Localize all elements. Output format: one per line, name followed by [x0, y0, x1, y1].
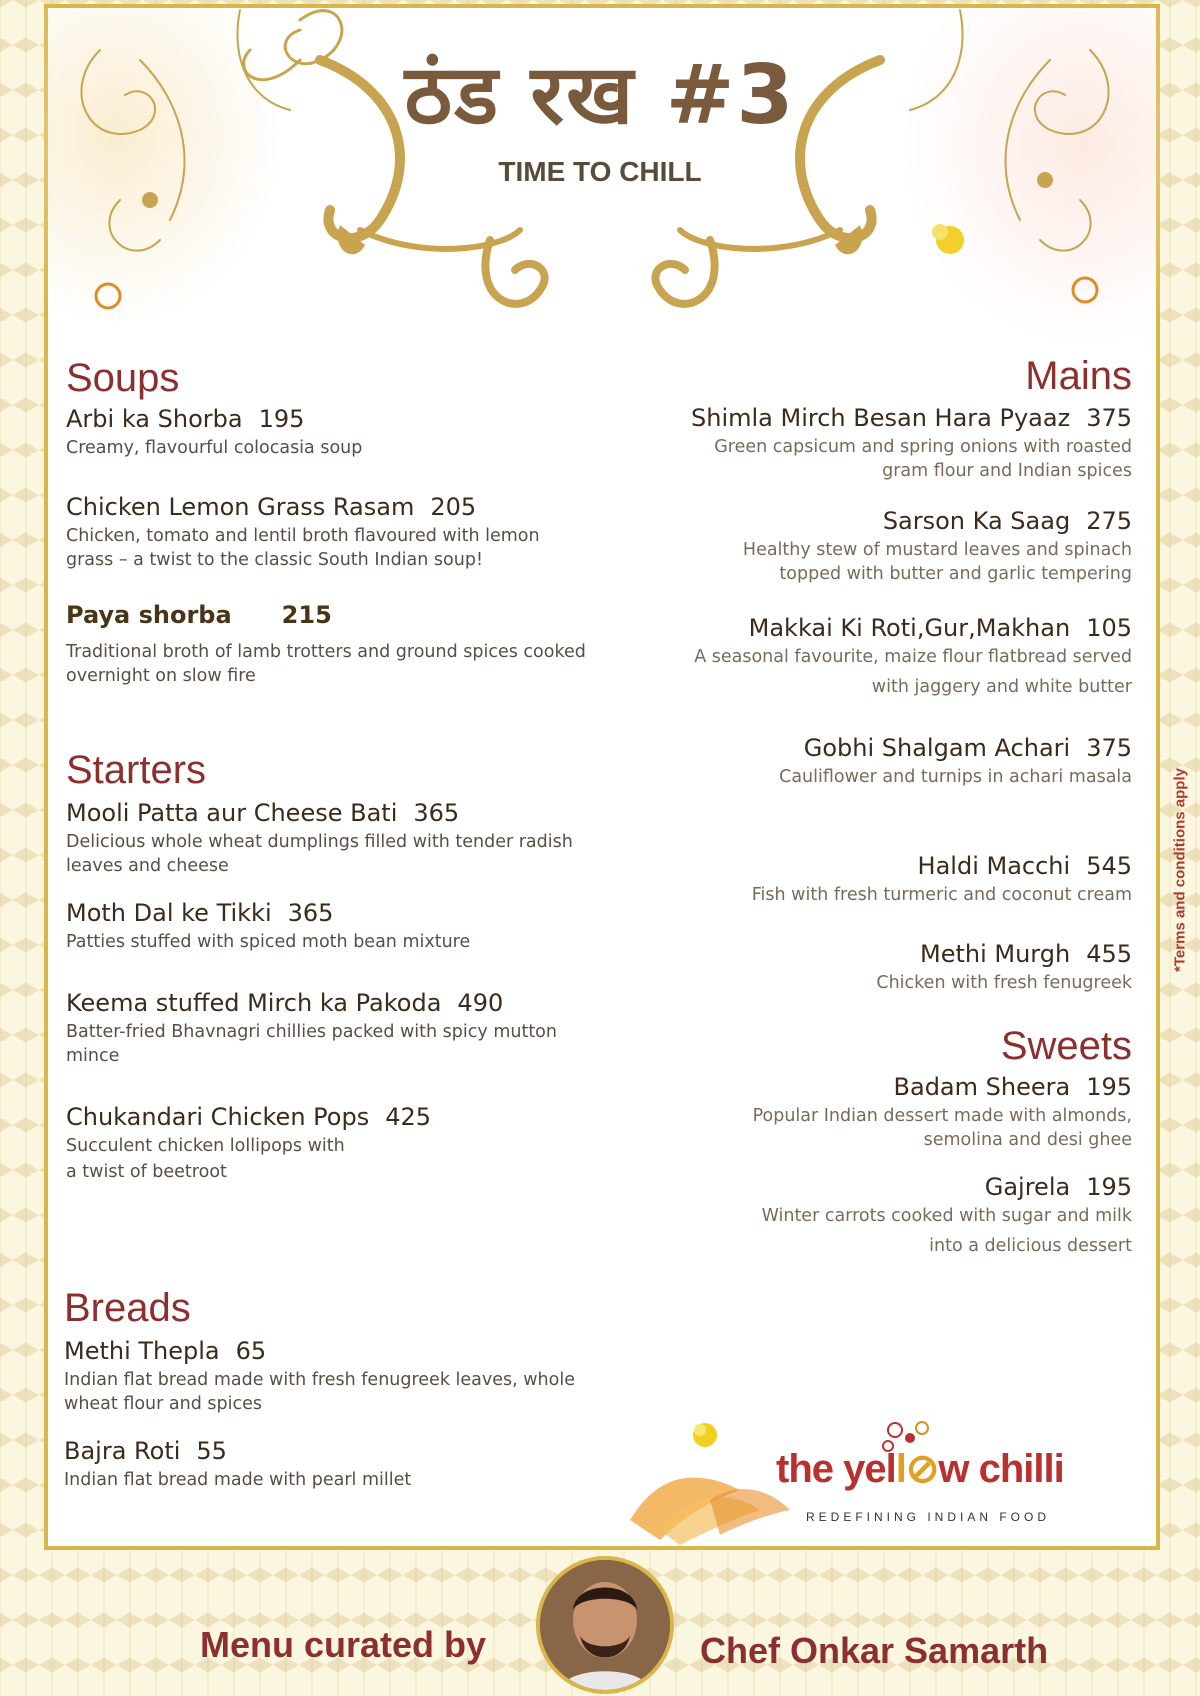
menu-item: [66, 600, 586, 688]
item-price: 365: [287, 899, 334, 927]
item-name: Arbi ka Shorba: [66, 405, 243, 433]
item-name: Paya shorba: [66, 601, 232, 629]
brand-text: the yel: [776, 1447, 896, 1491]
item-description: Popular Indian dessert made with almonds,: [752, 1106, 1132, 1126]
item-description: Cauliflower and turnips in achari masala: [779, 767, 1132, 787]
item-name: Mooli Patta aur Cheese Bati: [66, 799, 398, 827]
menu-item: [572, 851, 1132, 907]
item-name: Methi Murgh: [919, 940, 1071, 968]
item-description: Patties stuffed with spiced moth bean mixture: [66, 932, 471, 952]
item-name: Methi Thepla: [64, 1337, 220, 1365]
item-name: Gobhi Shalgam Achari: [803, 734, 1071, 762]
item-description: gram flour and Indian spices: [882, 461, 1132, 481]
menu-item: [572, 939, 1132, 995]
menu-item: [66, 898, 586, 954]
item-price: 195: [258, 405, 305, 433]
section-title-soups: Soups: [66, 356, 180, 400]
item-description: Healthy stew of mustard leaves and spinach: [742, 540, 1132, 560]
item-description: Chicken, tomato and lentil broth flavoured with lemon grass – a twist to the classic South Indian soup!: [66, 526, 540, 570]
menu-item: [572, 403, 1132, 483]
item-description: topped with butter and garlic tempering: [779, 564, 1132, 584]
item-description: Indian flat bread made with pearl millet: [64, 1470, 412, 1490]
item-description: Green capsicum and spring onions with roasted: [714, 437, 1132, 457]
footer-chef-name: Chef Onkar Samarth: [700, 1630, 1049, 1671]
item-name: Keema stuffed Mirch ka Pakoda: [66, 989, 442, 1017]
menu-item: [64, 1436, 584, 1492]
menu-item: [66, 988, 586, 1068]
item-price: 195: [1086, 1173, 1132, 1201]
chef-photo: [536, 1556, 674, 1694]
section-title-starters: Starters: [66, 748, 207, 792]
menu-item: [64, 1336, 584, 1416]
menu-item: [572, 733, 1132, 789]
section-title-mains: Mains: [1025, 354, 1132, 398]
footer-curated-by: Menu curated by: [200, 1624, 487, 1665]
item-price: 545: [1086, 852, 1132, 880]
menu-item: [572, 506, 1132, 586]
item-price: 455: [1086, 940, 1132, 968]
item-name: Sarson Ka Saag: [882, 507, 1071, 535]
item-description: into a delicious dessert: [929, 1236, 1132, 1256]
terms-note: *Terms and conditions apply: [1171, 768, 1189, 972]
item-description: Batter-fried Bhavnagri chillies packed with spicy mutton mince: [66, 1022, 557, 1066]
page-title: ठंड रख #3: [404, 48, 796, 143]
menu-item: [66, 1102, 586, 1184]
item-price: 425: [385, 1103, 432, 1131]
item-description: semolina and desi ghee: [923, 1130, 1132, 1150]
menu-item: [66, 404, 586, 460]
brand-name: [776, 1446, 1064, 1492]
chilli-o-icon: ⊘: [905, 1447, 939, 1491]
item-name: Badam Sheera: [893, 1073, 1071, 1101]
item-price: 375: [1086, 734, 1132, 762]
item-description: Indian flat bread made with fresh fenugreek leaves, whole wheat flour and spices: [64, 1370, 575, 1414]
item-description: Winter carrots cooked with sugar and milk: [761, 1206, 1132, 1226]
menu-item: [66, 492, 586, 572]
brand-tagline: REDEFINING INDIAN FOOD: [806, 1510, 1051, 1524]
item-description: Chicken with fresh fenugreek: [876, 973, 1132, 993]
item-name: Haldi Macchi: [917, 852, 1071, 880]
item-price: 275: [1086, 507, 1132, 535]
item-name: Makkai Ki Roti,Gur,Makhan: [748, 614, 1071, 642]
item-description: with jaggery and white butter: [871, 677, 1132, 697]
menu-item: [572, 613, 1132, 699]
item-description: Succulent chicken lollipops with: [66, 1136, 345, 1156]
brand-text: l: [895, 1447, 906, 1491]
item-price: 105: [1086, 614, 1132, 642]
item-price: 490: [457, 989, 504, 1017]
item-description: Traditional broth of lamb trotters and ground spices cooked overnight on slow fire: [66, 642, 586, 686]
item-price: 65: [235, 1337, 267, 1365]
menu-item: [572, 1172, 1132, 1258]
item-name: Gajrela: [984, 1173, 1071, 1201]
item-price: 195: [1086, 1073, 1132, 1101]
item-name: Bajra Roti: [64, 1437, 181, 1465]
item-description: Creamy, flavourful colocasia soup: [66, 438, 363, 458]
item-price: 365: [413, 799, 460, 827]
menu-item: [572, 1072, 1132, 1152]
item-description: a twist of beetroot: [66, 1162, 227, 1182]
item-price: 55: [196, 1437, 227, 1465]
brand-text: w chilli: [938, 1447, 1064, 1491]
item-description: Fish with fresh turmeric and coconut cream: [751, 885, 1132, 905]
item-description: Delicious whole wheat dumplings filled with tender radish leaves and cheese: [66, 832, 573, 876]
section-title-sweets: Sweets: [1000, 1024, 1132, 1068]
item-name: Chicken Lemon Grass Rasam: [66, 493, 415, 521]
item-name: Chukandari Chicken Pops: [66, 1103, 370, 1131]
page-subtitle: TIME TO CHILL: [498, 156, 702, 187]
item-name: Shimla Mirch Besan Hara Pyaaz: [691, 404, 1071, 432]
menu-item: [66, 798, 586, 878]
section-title-breads: Breads: [64, 1286, 191, 1330]
item-price: 375: [1086, 404, 1132, 432]
item-description: A seasonal favourite, maize flour flatbread served: [694, 647, 1132, 667]
item-name: Moth Dal ke Tikki: [66, 899, 272, 927]
item-price: 205: [430, 493, 477, 521]
item-price: 215: [281, 601, 332, 629]
